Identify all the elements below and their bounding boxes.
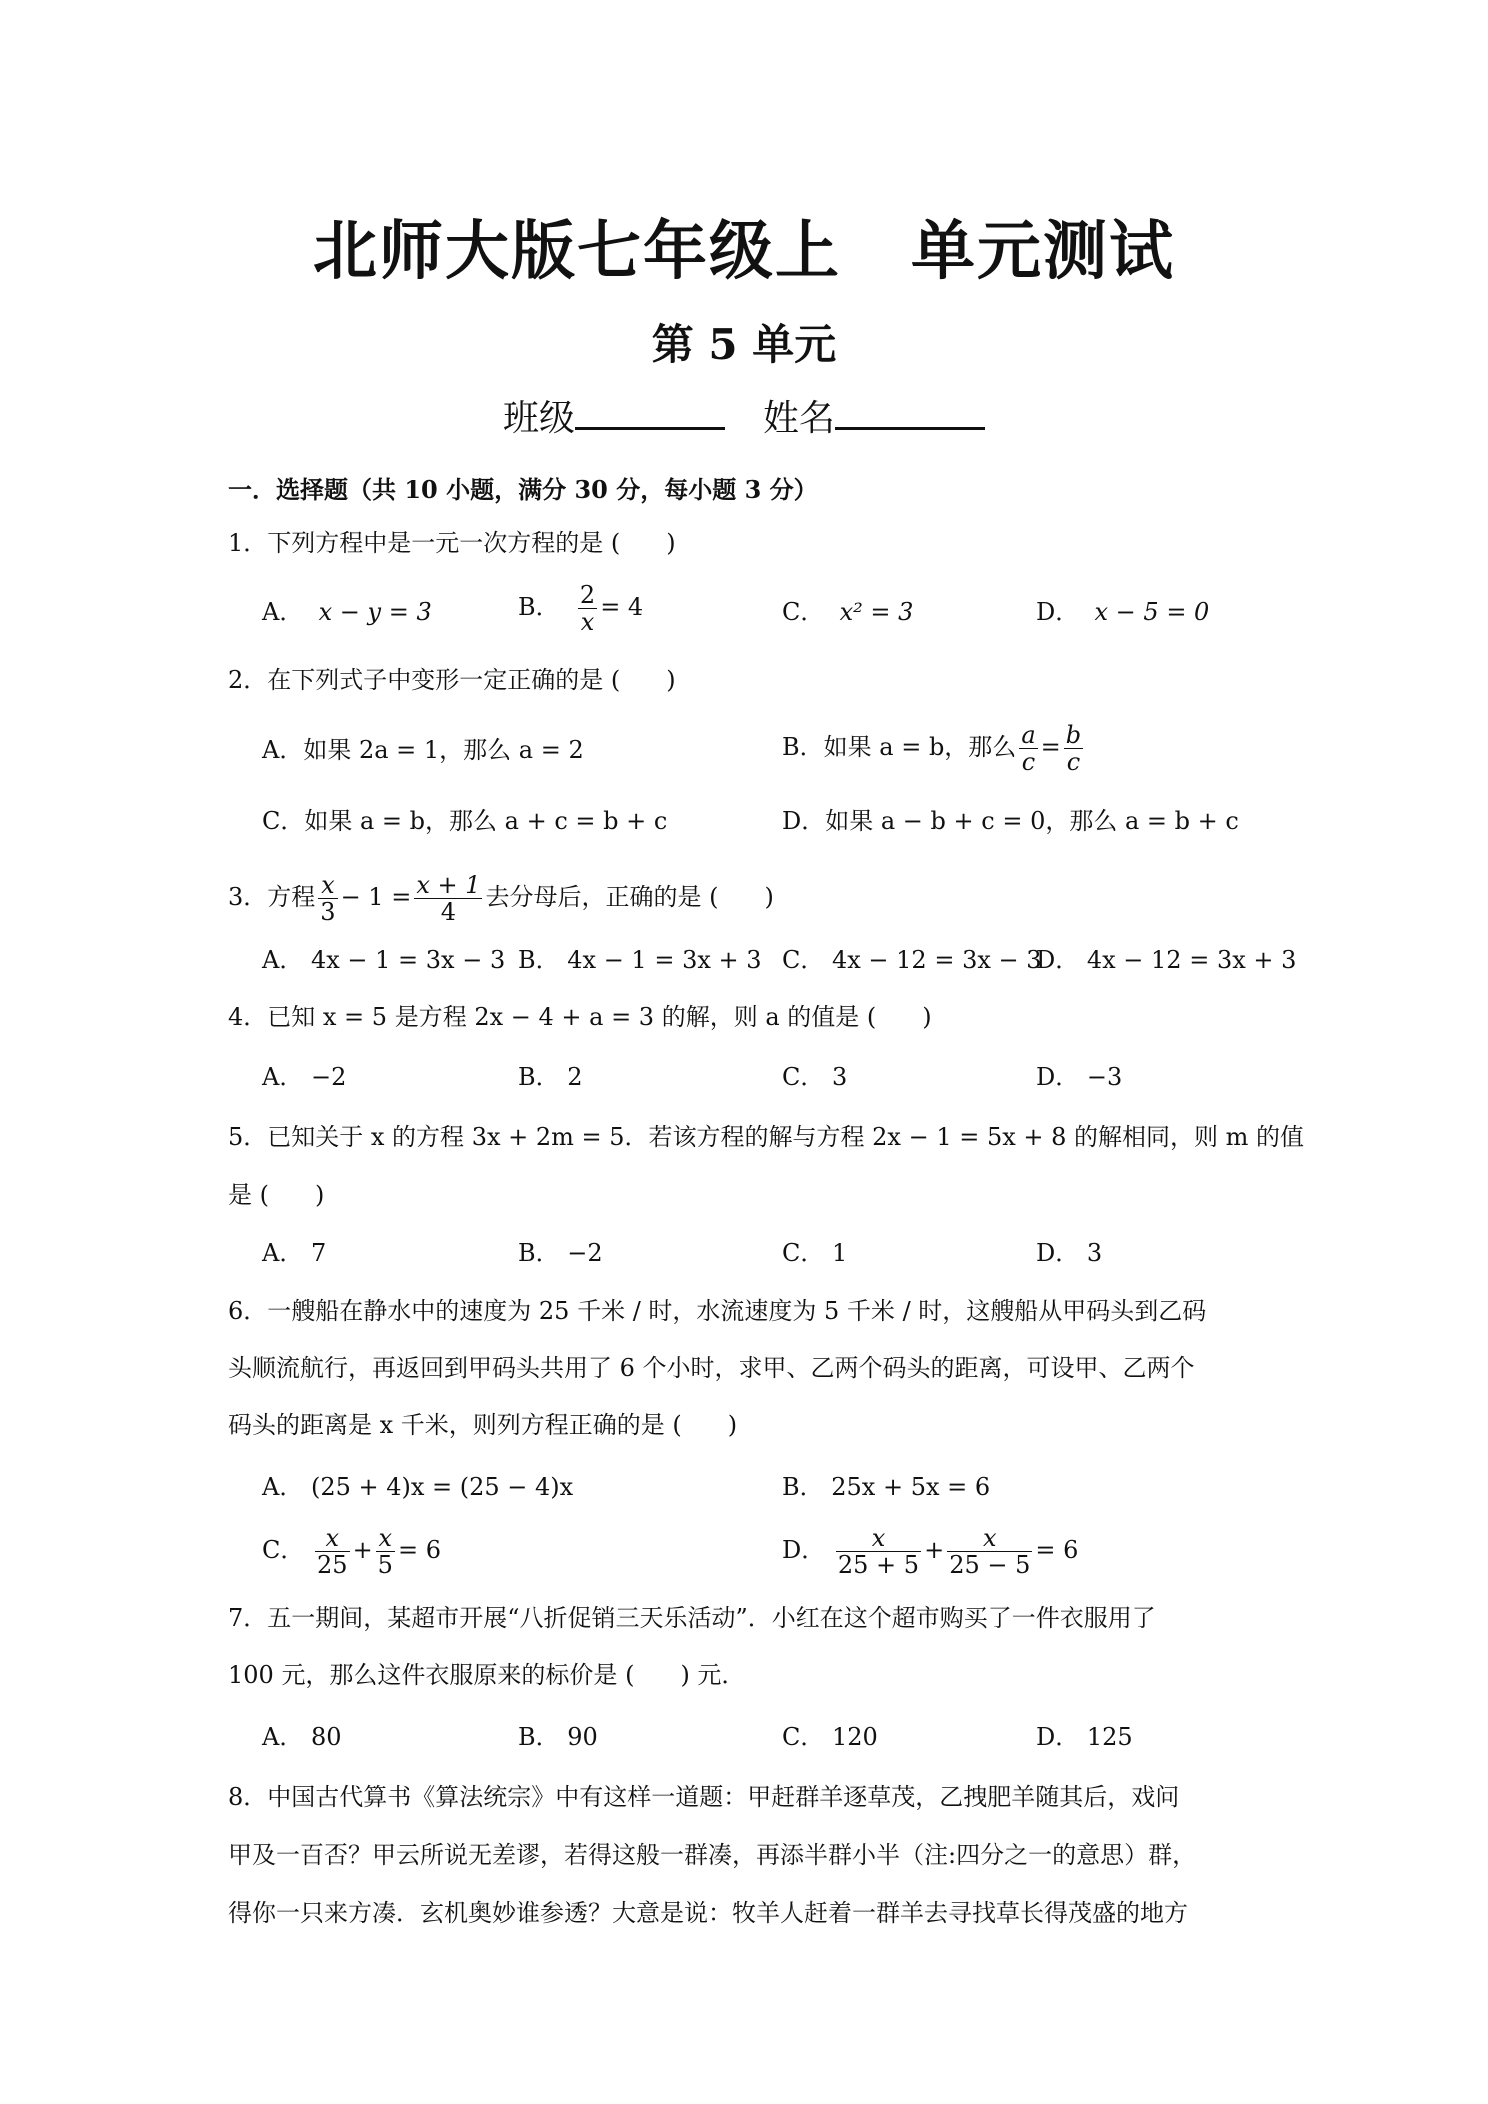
question-6-line-1: 6．一艘船在静水中的速度为 25 千米 / 时，水流速度为 5 千米 / 时，这艘船从甲码头到乙码	[228, 1297, 1207, 1325]
q7-option-b: B． 90	[518, 1723, 598, 1751]
question-5-line-1: 5．已知关于 x 的方程 3x + 2m = 5．若该方程的解与方程 2x − 1 = 5x + 8 的解相同，则 m 的值	[228, 1123, 1305, 1151]
q1-option-c: C． x² = 3	[782, 598, 914, 626]
question-6-line-2: 头顺流航行，再返回到甲码头共用了 6 个小时，求甲、乙两个码头的距离，可设甲、乙两个	[228, 1354, 1195, 1382]
q6-option-b: B． 25x + 5x = 6	[782, 1473, 991, 1501]
class-blank	[575, 393, 725, 430]
question-6-line-3: 码头的距离是 x 千米，则列方程正确的是 ( )	[228, 1411, 738, 1439]
q3-option-c: C． 4x − 12 = 3x − 3	[782, 946, 1042, 974]
q7-option-d: D． 125	[1036, 1723, 1133, 1751]
question-8-line-3: 得你一只来方凑．玄机奥妙谁参透？大意是说：牧羊人赶着一群羊去寻找草长得茂盛的地方	[228, 1899, 1188, 1927]
student-info	[0, 390, 1488, 441]
title-sub: 单元测试	[911, 215, 1175, 289]
q3-option-d: D． 4x − 12 = 3x + 3	[1036, 946, 1297, 974]
q6-option-a: A． (25 + 4)x = (25 − 4)x	[262, 1473, 574, 1501]
q4-option-c: C． 3	[782, 1063, 848, 1091]
q4-option-d: D． −3	[1036, 1063, 1123, 1091]
q5-option-b: B． −2	[518, 1239, 603, 1267]
q1-option-d: D． x − 5 = 0	[1036, 598, 1210, 626]
q6-option-d: D． $\frac{x}{25 + 5}$ + $\frac{x}{25 - 5}$ = 6	[782, 1524, 1079, 1579]
q1-option-a: A． x − y = 3	[262, 598, 432, 626]
q6-option-c: C． $\frac{x}{25}$ + $\frac{x}{5}$ = 6	[262, 1524, 441, 1579]
q5-option-a: A． 7	[262, 1239, 327, 1267]
question-3: 3．方程 $\frac{x}{3}$ − 1 = $\frac{x + 1}{4}$ 去分母后，正确的是 ( )	[228, 871, 774, 926]
q5-option-c: C． 1	[782, 1239, 848, 1267]
question-1: 1．下列方程中是一元一次方程的是 ( )	[228, 529, 676, 557]
q2-option-b: B．如果 a = b，那么 $\frac{a}{c}$ = $\frac{b}{c}$	[782, 721, 1082, 776]
q1-option-b: B． $\frac{2}{x}$ = 4	[518, 581, 644, 636]
question-4: 4．已知 x = 5 是方程 2x − 4 + a = 3 的解，则 a 的值是 ( )	[228, 1003, 932, 1031]
question-7-line-2: 100 元，那么这件衣服原来的标价是 ( ) 元．	[228, 1661, 746, 1689]
question-8-line-2: 甲及一百否？甲云所说无差谬，若得这般一群凑，再添半群小半（注:四分之一的意思）群，	[228, 1841, 1197, 1869]
q3-option-a: A． 4x − 1 = 3x − 3	[262, 946, 506, 974]
class-label: 班级	[502, 398, 575, 439]
question-8-line-1: 8．中国古代算书《算法统宗》中有这样一道题：甲赶群羊逐草茂，乙拽肥羊随其后，戏问	[228, 1783, 1180, 1811]
question-7-line-1: 7．五一期间，某超市开展“八折促销三天乐活动”．小红在这个超市购买了一件衣服用了	[228, 1604, 1156, 1632]
q2-option-d: D．如果 a − b + c = 0，那么 a = b + c	[782, 807, 1239, 835]
q5-option-d: D． 3	[1036, 1239, 1103, 1267]
unit-heading: 第 5 单元	[651, 320, 837, 369]
q4-option-a: A． −2	[262, 1063, 347, 1091]
q4-option-b: B． 2	[518, 1063, 583, 1091]
q3-option-b: B． 4x − 1 = 3x + 3	[518, 946, 762, 974]
q2-option-c: C．如果 a = b，那么 a + c = b + c	[262, 807, 668, 835]
q7-option-a: A． 80	[262, 1723, 342, 1751]
q7-option-c: C． 120	[782, 1723, 878, 1751]
page-title	[0, 200, 1488, 292]
q2-option-a: A．如果 2a = 1，那么 a = 2	[262, 736, 584, 764]
name-blank	[835, 393, 985, 430]
section-heading: 一．选择题（共 10 小题，满分 30 分，每小题 3 分）	[228, 475, 818, 504]
name-label: 姓名	[763, 398, 836, 439]
question-2: 2．在下列式子中变形一定正确的是 ( )	[228, 666, 676, 694]
question-5-line-2: 是 ( )	[228, 1181, 325, 1209]
title-main: 北师大版七年级上	[313, 215, 841, 289]
